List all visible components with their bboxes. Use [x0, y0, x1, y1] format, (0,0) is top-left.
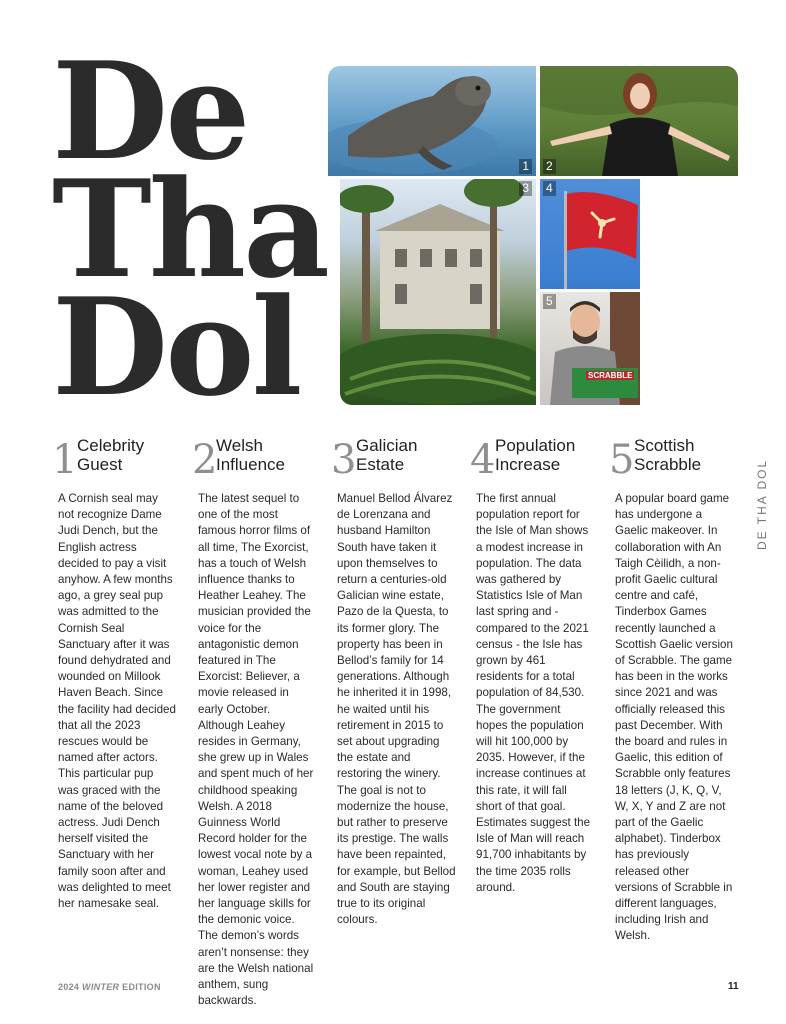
footer-year: 2024 — [58, 982, 80, 992]
title-line-2: Tha — [52, 150, 327, 308]
page-number: 11 — [728, 981, 739, 992]
photo-woman — [540, 66, 738, 176]
footer-edition — [58, 982, 161, 992]
article-scottish-scrabble — [609, 436, 734, 945]
scrabble-box-label: SCRABBLE — [588, 371, 633, 380]
page-title — [52, 32, 327, 426]
footer-edition-word: EDITION — [122, 982, 161, 992]
side-section-label: DE THA DOL — [755, 458, 769, 550]
article-body: A Cornish seal may not recognize Dame Judi Dench, but the English actress decided to pay a visit anyhow. A few months ago, a grey seal pup was admitted to the Cornish Seal Sanctuary after it was found dehydrated and wounded on Millook Haven Beach. Since the facility had decided that all the 2023 rescues would be named after actors. This particular pup was graced with the name of the beloved actress. Judi Dench herself visited the Sanctuary with her family soon after and was delighted to meet her namesake seal. — [58, 492, 176, 911]
photo-seal — [328, 66, 536, 176]
title-line-3: Dol — [52, 268, 300, 426]
article-heading: Welsh Influence — [216, 436, 285, 474]
photo-number-5: 5 — [543, 294, 556, 309]
article-celebrity-guest — [52, 436, 177, 912]
woman-illustration — [540, 66, 738, 176]
photo-scrabble-man — [540, 292, 640, 405]
title-line-1: De — [52, 32, 248, 190]
article-heading: Celebrity Guest — [77, 436, 145, 474]
estate-illustration — [340, 179, 536, 405]
photo-number-3: 3 — [519, 181, 532, 196]
article-heading: Scottish Scrabble — [634, 436, 702, 474]
article-welsh-influence — [192, 436, 317, 1010]
photo-number-1: 1 — [519, 159, 532, 174]
article-body: The first annual population report for the Isle of Man shows a modest increase in population. The data was gathered by Statistics Isle of Man last spring and - compared to the 2021 census - the Isle has grown by 461 residents for a total population of 84,530. The government hopes the population will hit 100,000 by 2035. However, if the increase continues at this rate, it will fall short of that goal. Estimates suggest the Isle of Man will reach 91,700 inhabitants by the time 2035 rolls around. — [476, 492, 591, 894]
article-number: 3 — [331, 437, 357, 483]
article-number: 5 — [609, 437, 635, 483]
article-body: Manuel Bellod Álvarez de Lorenzana and husband Hamilton South have taken it upon themselves to return a centuries-old Galician wine estate, Pazo de la Questa, to its former glory. The property has been in Bellod’s family for 14 generations. Although he inherited it in 1998, he waited until his retirement in 2015 to set about upgrading the estate and restoring the winery. The goal is not to modernize the house, but rather to preserve its prestige. The walls have been repainted, for example, but Bellod and South are staying true to its original colours. — [337, 492, 456, 927]
article-galician-estate — [331, 436, 456, 928]
article-number: 1 — [52, 437, 78, 483]
article-body: A popular board game has undergone a Gaelic makeover. In collaboration with An Taigh Cèilidh, a non-profit Gaelic cultural centre and café, Tinderbox Games recently launched a Scottish Gaelic version of Scrabble. The game has been in the works since 2021 and was officially released this past December. With the board and rules in Gaelic, this edition of Scrabble only features 18 letters (J, K, Q, V, W, X, Y and Z are not part of the Gaelic alphabet). Tinderbox has previously released other versions of Scrabble in different languages, including Irish and Welsh. — [615, 492, 733, 943]
article-heading: Population Increase — [495, 436, 576, 474]
photo-estate — [340, 179, 536, 405]
article-number: 2 — [192, 437, 218, 483]
photo-number-2: 2 — [543, 159, 556, 174]
seal-illustration — [328, 66, 536, 176]
article-number: 4 — [470, 437, 496, 483]
photo-number-4: 4 — [543, 181, 556, 196]
article-heading: Galician Estate — [356, 436, 418, 474]
footer-season: WINTER — [82, 982, 120, 992]
article-population-increase — [470, 436, 595, 896]
article-body: The latest sequel to one of the most famous horror films of all time, The Exorcist, has a touch of Welsh influence thanks to Heather Leahey. The musician provided the voice for the antagonistic demon featured in The Exorcist: Believer, a movie released in early October. Although Leahey resides in Germany, she grew up in Wales and spent much of her childhood speaking Welsh. A 2018 Guinness World Record holder for the lowest vocal note by a woman, Leahey used her lower register and her language skills for the demonic voice. The demon’s words aren’t nonsense: they are the Welsh national anthem, sung backwards. — [198, 492, 314, 1008]
photo-flag — [540, 179, 640, 289]
